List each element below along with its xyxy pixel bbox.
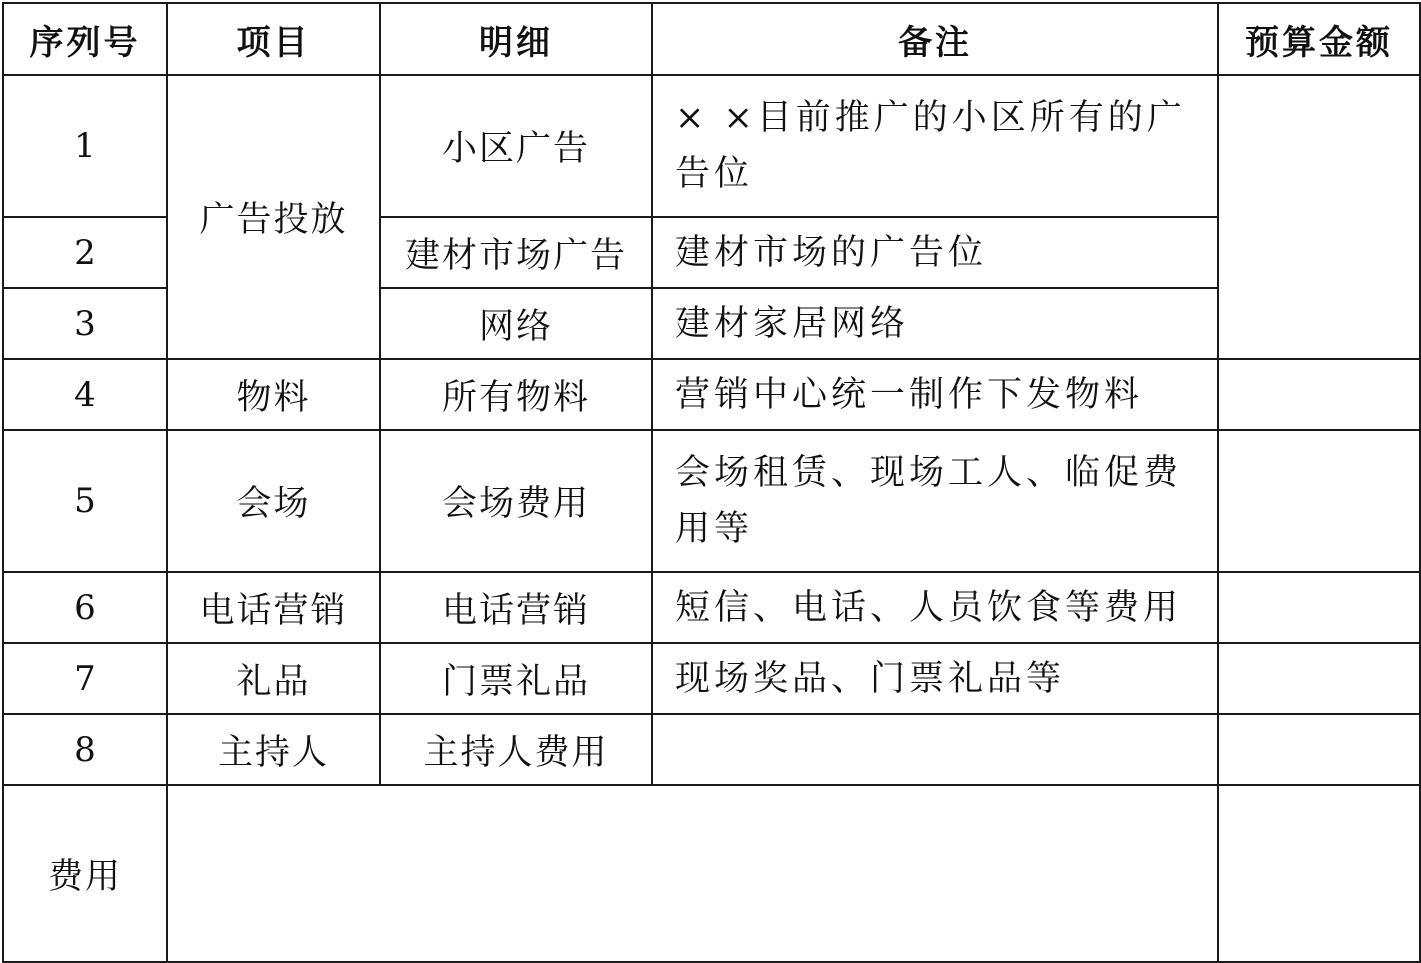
row-detail: 网络 [380, 288, 652, 359]
row-seq: 1 [3, 75, 167, 217]
header-item: 项目 [167, 3, 380, 75]
row-note: 建材市场的广告位 [652, 217, 1218, 288]
row-amount [1218, 359, 1420, 430]
fee-amount [1218, 785, 1420, 962]
row-detail: 所有物料 [380, 359, 652, 430]
row-item: 礼品 [167, 643, 380, 714]
table-row [3, 430, 1420, 572]
row-note: 营销中心统一制作下发物料 [652, 359, 1218, 430]
header-amount: 预算金额 [1218, 3, 1420, 75]
row-amount [1218, 572, 1420, 643]
row-seq: 5 [3, 430, 167, 572]
header-detail: 明细 [380, 3, 652, 75]
row-seq: 8 [3, 714, 167, 785]
row-item: 物料 [167, 359, 380, 430]
row-detail: 电话营销 [380, 572, 652, 643]
table-row [3, 643, 1420, 714]
header-row [3, 3, 1420, 75]
row-item: 广告投放 [167, 75, 380, 359]
row-amount [1218, 75, 1420, 359]
row-note: × ×目前推广的小区所有的广告位 [652, 75, 1218, 217]
table-row [3, 714, 1420, 785]
row-detail: 主持人费用 [380, 714, 652, 785]
header-note: 备注 [652, 3, 1218, 75]
row-detail: 会场费用 [380, 430, 652, 572]
row-item: 会场 [167, 430, 380, 572]
table-row [3, 75, 1420, 217]
row-seq: 3 [3, 288, 167, 359]
fee-row [3, 785, 1420, 962]
header-seq: 序列号 [3, 3, 167, 75]
row-item: 电话营销 [167, 572, 380, 643]
row-item: 主持人 [167, 714, 380, 785]
fee-content [167, 785, 1218, 962]
row-amount [1218, 430, 1420, 572]
row-note: 建材家居网络 [652, 288, 1218, 359]
row-note: 会场租赁、现场工人、临促费用等 [652, 430, 1218, 572]
table-row [3, 572, 1420, 643]
row-seq: 2 [3, 217, 167, 288]
table-row [3, 359, 1420, 430]
row-note [652, 714, 1218, 785]
row-seq: 7 [3, 643, 167, 714]
row-note: 现场奖品、门票礼品等 [652, 643, 1218, 714]
fee-label: 费用 [3, 785, 167, 962]
row-seq: 4 [3, 359, 167, 430]
row-note: 短信、电话、人员饮食等费用 [652, 572, 1218, 643]
row-amount [1218, 714, 1420, 785]
row-detail: 建材市场广告 [380, 217, 652, 288]
row-amount [1218, 643, 1420, 714]
row-detail: 门票礼品 [380, 643, 652, 714]
budget-table [2, 2, 1421, 963]
row-detail: 小区广告 [380, 75, 652, 217]
row-seq: 6 [3, 572, 167, 643]
